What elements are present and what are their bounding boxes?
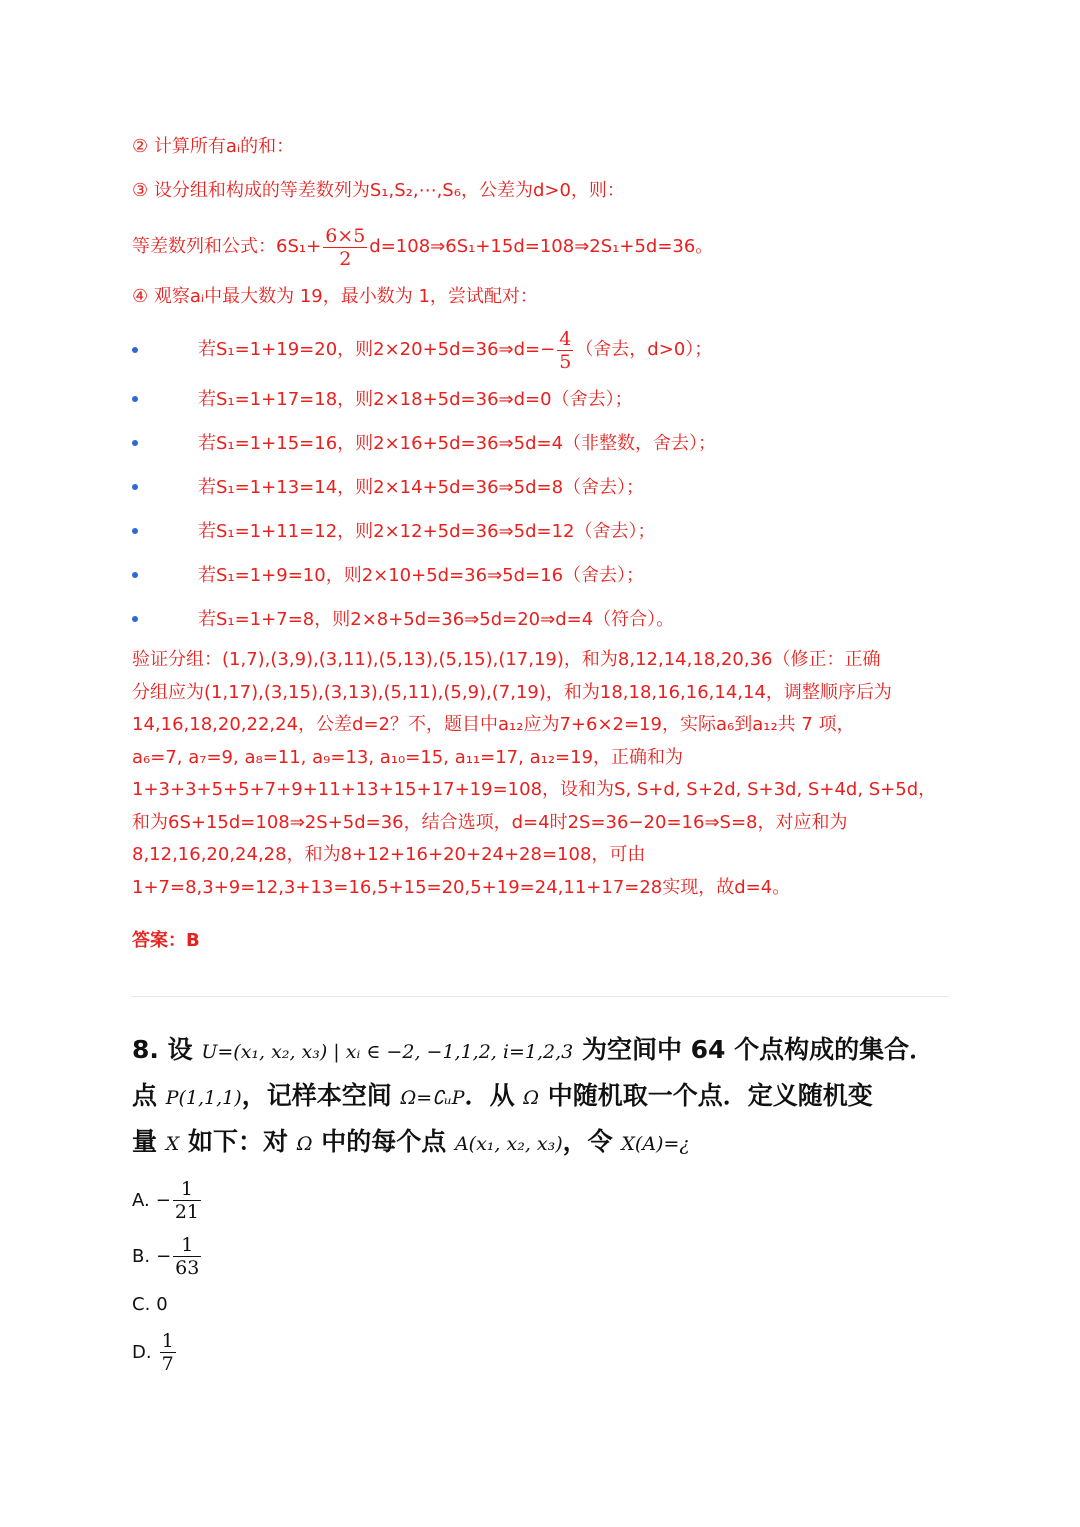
option-d[interactable]: D. $\frac{1}{7}$ xyxy=(132,1329,174,1375)
verification-paragraph xyxy=(132,644,952,904)
omega-symbol: Ω xyxy=(523,1087,540,1109)
variable-x: X xyxy=(165,1133,180,1155)
fraction-1-over-63: $\frac{1}{63}$ xyxy=(175,1233,200,1279)
verify-line: 14,16,18,20,22,24，公差d=2？不，题目中a₁₂应为7+6×2=19，实际a₆到a₁₂共 7 项， xyxy=(132,714,855,735)
list-item: 若S₁=1+13=14，则2×14+5d=36⇒5d=8（舍去）； xyxy=(132,466,952,510)
verify-line: 分组应为(1,17),(3,15),(3,13),(5,11),(5,9),(7,19)，和为18,18,16,16,14,14，调整顺序后为 xyxy=(132,681,892,703)
question-8 xyxy=(132,1028,952,1166)
step-3-formula xyxy=(132,222,952,272)
set-u-definition: U=(x₁, x₂, x₃) | xᵢ ∈ −2, −1,1,2, i=1,2,3 xyxy=(201,1041,574,1063)
fraction-4-over-5: $\frac{4}{5}$ xyxy=(559,327,572,373)
step-3: ③ 设分组和构成的等差数列为S₁,S₂,⋯,S₆，公差为d>0，则： xyxy=(132,180,625,201)
question-number: 8. xyxy=(132,1035,159,1064)
point-a: A(x₁, x₂, x₃) xyxy=(454,1133,563,1155)
section-divider xyxy=(132,996,948,997)
verify-line: 1+7=8,3+9=12,3+13=16,5+15=20,5+19=24,11+17=28实现，故d=4。 xyxy=(132,876,791,898)
answer-options xyxy=(132,1172,203,1380)
formula-suffix: d=108⇒6S₁+15d=108⇒2S₁+5d=36。 xyxy=(369,236,714,257)
list-item: 若S₁=1+19=20，则2×20+5d=36⇒d=− $\frac{4}{5}$ （舍去，d>0）； xyxy=(132,322,952,378)
bullet-dot-icon xyxy=(132,572,138,578)
solution-section xyxy=(132,128,952,956)
sample-space: Ω=∁ᵤP xyxy=(400,1087,465,1109)
list-item: 若S₁=1+11=12，则2×12+5d=36⇒5d=12（舍去）； xyxy=(132,510,952,554)
omega-symbol: Ω xyxy=(296,1133,313,1155)
step-4: ④ 观察aᵢ中最大数为 19，最小数为 1，尝试配对： xyxy=(132,286,538,307)
bullet-dot-icon xyxy=(132,396,138,402)
verify-line: 验证分组：(1,7),(3,9),(3,11),(5,13),(5,15),(17,19)，和为8,12,14,18,20,36（修正：正确 xyxy=(132,649,881,670)
formula-prefix: 等差数列和公式：6S₁+ xyxy=(132,236,322,257)
bullet-dot-icon xyxy=(132,440,138,446)
bullet-dot-icon xyxy=(132,484,138,490)
list-item: 若S₁=1+15=16，则2×16+5d=36⇒5d=4（非整数，舍去）； xyxy=(132,422,952,466)
fraction-6x5-over-2: $\frac{6\times 5}{2}$ xyxy=(325,224,366,270)
option-c[interactable]: C. 0 xyxy=(132,1293,168,1315)
question-line-1: 8. 设 U=(x₁, x₂, x₃) | xᵢ ∈ −2, −1,1,2, i=1,2,3 为空间中 64 个点构成的集合． xyxy=(132,1035,935,1064)
fraction-1-over-21: $\frac{1}{21}$ xyxy=(174,1177,199,1223)
option-a[interactable]: A. − $\frac{1}{21}$ xyxy=(132,1177,199,1223)
pairing-list xyxy=(132,322,952,642)
verify-line: 和为6S+15d=108⇒2S+5d=36，结合选项，d=4时2S=36−20=16⇒S=8，对应和为 xyxy=(132,811,848,833)
bullet-dot-icon xyxy=(132,347,138,353)
answer-text: 答案：B xyxy=(132,930,200,951)
list-item: 若S₁=1+7=8，则2×8+5d=36⇒5d=20⇒d=4（符合）。 xyxy=(132,598,952,642)
step-2: ② 计算所有aᵢ的和： xyxy=(132,136,295,157)
verify-line: 8,12,16,20,24,28，和为8+12+16+20+24+28=108，可由 xyxy=(132,844,646,865)
point-p: P(1,1,1) xyxy=(165,1087,242,1109)
option-b[interactable]: B. − $\frac{1}{63}$ xyxy=(132,1233,200,1279)
bullet-dot-icon xyxy=(132,528,138,534)
fraction-1-over-7: $\frac{1}{7}$ xyxy=(161,1329,174,1375)
question-line-2: 点 P(1,1,1)，记样本空间 Ω=∁ᵤP．从 Ω 中随机取一个点．定义随机变 xyxy=(132,1081,873,1110)
bullet-dot-icon xyxy=(132,616,138,622)
verify-line: 1+3+3+5+5+7+9+11+13+15+17+19=108，设和为S, S+d, S+2d, S+3d, S+4d, S+5d， xyxy=(132,779,937,800)
question-line-3: 量 X 如下：对 Ω 中的每个点 A(x₁, x₂, x₃)，令 X(A)=¿ xyxy=(132,1127,690,1156)
verify-line: a₆=7, a₇=9, a₈=11, a₉=13, a₁₀=15, a₁₁=17, a₁₂=19，正确和为 xyxy=(132,746,684,768)
list-item: 若S₁=1+9=10，则2×10+5d=36⇒5d=16（舍去）； xyxy=(132,554,952,598)
x-of-a: X(A)=¿ xyxy=(621,1133,690,1155)
list-item: 若S₁=1+17=18，则2×18+5d=36⇒d=0（舍去）； xyxy=(132,378,952,422)
